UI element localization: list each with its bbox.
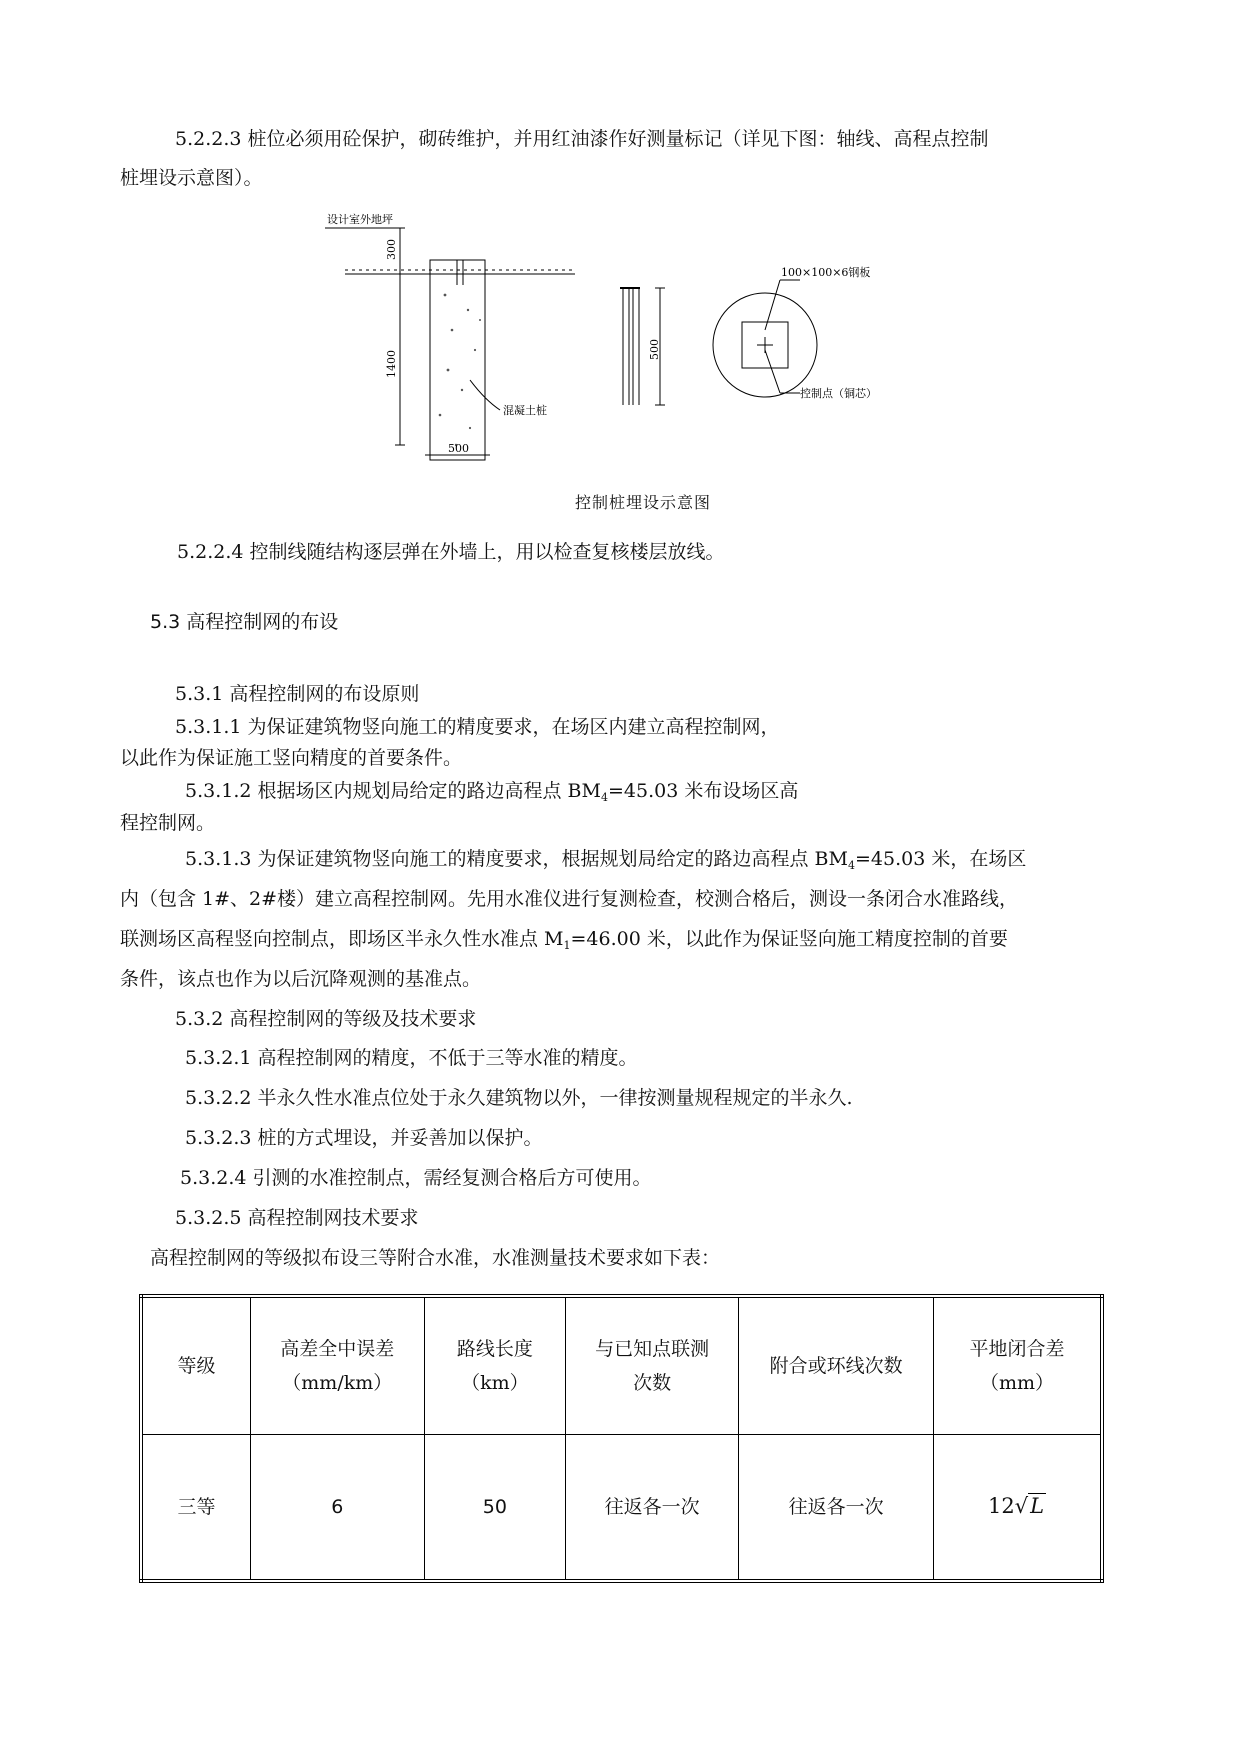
header-route-length: 路线长度 （km） <box>424 1296 566 1434</box>
header-grade: 等级 <box>141 1296 250 1434</box>
leveling-requirements-table <box>139 1294 1104 1583</box>
figure-caption: 控制桩埋设示意图 <box>575 493 712 512</box>
paragraph-5-3-2-5: 5.3.2.5 高程控制网技术要求 <box>175 1207 419 1229</box>
dim-500-side: 500 <box>648 339 661 360</box>
dim-500-bottom: 500 <box>448 442 469 455</box>
paragraph-table-intro: 高程控制网的等级拟布设三等附合水准，水准测量技术要求如下表： <box>150 1247 721 1269</box>
paragraph-5-3-1-2-line1: 5.3.1.2 根据场区内规划局给定的路边高程点 $BM_4=45.03$ 米布设场区高 <box>185 780 799 804</box>
cell-height-error: 6 <box>250 1434 424 1581</box>
paragraph-5-2-2-3-line1: 5.2.2.3 桩位必须用砼保护，砌砖维护，并用红油漆作好测量标记（详见下图：轴线、高程点控制 <box>175 128 989 150</box>
cell-grade: 三等 <box>141 1434 250 1581</box>
paragraph-5-3-2-1: 5.3.2.1 高程控制网的精度，不低于三等水准的精度。 <box>185 1047 638 1069</box>
paragraph-5-2-2-3-line2: 桩埋设示意图）。 <box>120 167 263 189</box>
cell-route-length: 50 <box>424 1434 566 1581</box>
cell-closure-error: 12√L <box>934 1434 1102 1581</box>
paragraph-5-3-1: 5.3.1 高程控制网的布设原则 <box>175 683 420 705</box>
paragraph-5-3-1-3-line1: 5.3.1.3 为保证建筑物竖向施工的精度要求，根据规划局给定的路边高程点 $BM_4=45.03$ 米，在场区 <box>185 848 1027 872</box>
paragraph-5-3-2-3: 5.3.2.3 桩的方式埋设，并妥善加以保护。 <box>185 1127 543 1149</box>
table-row <box>141 1434 1102 1581</box>
paragraph-5-3-1-1-line1: 5.3.1.1 为保证建筑物竖向施工的精度要求，在场区内建立高程控制网， <box>175 716 780 738</box>
cell-known-point-count: 往返各一次 <box>566 1434 739 1581</box>
paragraph-5-3-1-3-line2: 内（包含 1#、2#楼）建立高程控制网。先用水准仪进行复测检查，校测合格后，测设一条闭合水准路线， <box>120 888 1019 910</box>
paragraph-5-3-2-2: 5.3.2.2 半永久性水准点位处于永久建筑物以外，一律按测量规程规定的半永久. <box>185 1087 853 1109</box>
paragraph-5-3-1-3-line3: 联测场区高程竖向控制点，即场区半永久性水准点 $M_1=46.00$ 米，以此作为保证竖向施工精度控制的首要 <box>120 928 1008 952</box>
dim-300: 300 <box>385 239 398 260</box>
dim-1400: 1400 <box>385 350 398 378</box>
header-height-error: 高差全中误差 （mm/km） <box>250 1296 424 1434</box>
label-control-point: 控制点（铜芯） <box>800 387 877 400</box>
label-steel-plate: 100×100×6钢板 <box>781 266 871 279</box>
header-known-point-count: 与已知点联测 次数 <box>566 1296 739 1434</box>
label-concrete-pile: 混凝土桩 <box>503 404 547 417</box>
header-loop-count: 附合或环线次数 <box>739 1296 934 1434</box>
section-heading-5-3: 5.3 高程控制网的布设 <box>150 611 339 633</box>
paragraph-5-3-1-2-line2: 程控制网。 <box>120 812 216 834</box>
concrete-pile <box>430 260 485 460</box>
paragraph-5-2-2-4: 5.2.2.4 控制线随结构逐层弹在外墙上，用以检查复核楼层放线。 <box>177 541 725 563</box>
paragraph-5-3-1-3-line4: 条件，该点也作为以后沉降观测的基准点。 <box>120 968 482 990</box>
paragraph-5-3-1-1-line2: 以此作为保证施工竖向精度的首要条件。 <box>120 747 463 769</box>
control-pile-diagram <box>0 200 1241 500</box>
table-header-row <box>141 1296 1102 1434</box>
paragraph-5-3-2-4: 5.3.2.4 引测的水准控制点，需经复测合格后方可使用。 <box>180 1167 652 1189</box>
cell-loop-count: 往返各一次 <box>739 1434 934 1581</box>
label-ground: 设计室外地坪 <box>327 213 393 226</box>
header-closure-error: 平地闭合差 （mm） <box>934 1296 1102 1434</box>
paragraph-5-3-2: 5.3.2 高程控制网的等级及技术要求 <box>175 1008 477 1030</box>
